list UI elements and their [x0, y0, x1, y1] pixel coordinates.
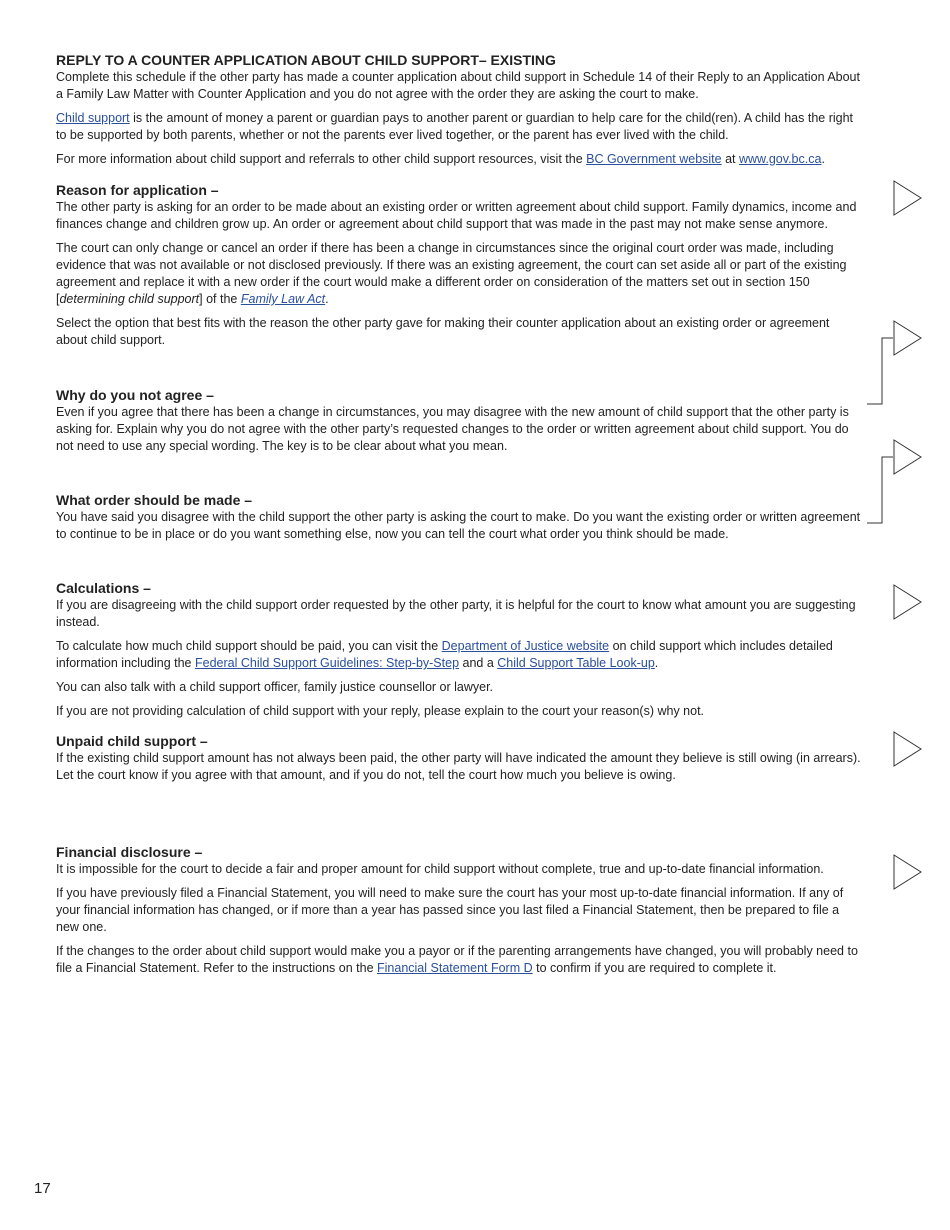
reason-heading: Reason for application – [56, 182, 219, 198]
bc-government-website-link[interactable]: BC Government website [586, 152, 722, 166]
financial-paragraph-2: If you have previously filed a Financial Statement, you will need to make sure the court has your most up-to-date financial information. If any of your financial information has changed, or if more than a year has passed since you last filed a Financial Statement, then be prepared to file a new one. [56, 886, 844, 934]
play-arrow-icon [893, 584, 923, 620]
why-heading: Why do you not agree – [56, 387, 214, 403]
financial-statement-form-link[interactable]: Financial Statement Form D [377, 961, 533, 975]
unpaid-heading: Unpaid child support – [56, 733, 208, 749]
calculations-heading: Calculations – [56, 580, 151, 596]
document-body [56, 52, 862, 977]
what-heading: What order should be made – [56, 492, 253, 508]
reason-paragraph-1: The other party is asking for an order to be made about an existing order or written agreement about child support. Family dynamics, income and finances change and children grow up. An order or agreement about child support that was made in the past may not make sense anymore. [56, 200, 857, 231]
table-lookup-link[interactable]: Child Support Table Look-up [497, 656, 655, 670]
play-arrow-bracket-icon [866, 320, 924, 408]
intro-paragraph-3: For more information about child support and referrals to other child support resources, visit the BC Government website at www.gov.bc.ca. [56, 152, 825, 166]
play-arrow-icon [893, 180, 923, 216]
what-paragraph-1: You have said you disagree with the child support the other party is asking the court to make. Do you want the existing order or written agreement to continue to be in place or do you want something else, now you can tell the court what order you think should be made. [56, 510, 861, 541]
department-of-justice-link[interactable]: Department of Justice website [441, 639, 610, 653]
calculations-paragraph-2: To calculate how much child support should be paid, you can visit the Department of Justice website on child support which includes detailed information including the Federal Child Support Guidelines: Step-by-Step and a Child Support Table Look-up. [56, 639, 833, 670]
family-law-act-link[interactable]: Family Law Act [240, 292, 326, 306]
play-arrow-bracket-icon [866, 439, 924, 527]
financial-paragraph-3: If the changes to the order about child support would make you a payor or if the parenting arrangements have changed, you will probably need to file a Financial Statement. Refer to the instructions on the Financial Statement Form D to confirm if you are required to complete it. [56, 944, 858, 975]
intro-paragraph-1: Complete this schedule if the other party has made a counter application about child support in Schedule 14 of their Reply to an Application About a Family Law Matter with Counter Application and you do not agree with the order they are asking the court to make. [56, 70, 860, 101]
gov-bc-ca-link[interactable]: www.gov.bc.ca [738, 152, 822, 166]
financial-heading: Financial disclosure – [56, 844, 203, 860]
reason-paragraph-2: The court can only change or cancel an order if there has been a change in circumstances since the original court order was made, including evidence that was not available or not disclosed previously. If there was an existing agreement, the court can set aside all or part of the existing agreement and replace it with a new order if the court would make a different order on consideration of the matters set out in section 150 [determining child support] of the Family Law Act. [56, 241, 847, 306]
federal-guidelines-link[interactable]: Federal Child Support Guidelines: Step-by-Step [194, 656, 460, 670]
unpaid-paragraph-1: If the existing child support amount has not always been paid, the other party will have indicated the amount they believe is still owing (in arrears). Let the court know if you agree with that amount, and if you do not, tell the court how much you believe is owing. [56, 751, 861, 782]
play-arrow-icon [893, 731, 923, 767]
page-title: REPLY TO A COUNTER APPLICATION ABOUT CHILD SUPPORT– EXISTING [56, 52, 556, 68]
calculations-paragraph-1: If you are disagreeing with the child support order requested by the other party, it is helpful for the court to know what amount you are suggesting instead. [56, 598, 856, 629]
reason-paragraph-3: Select the option that best fits with the reason the other party gave for making their counter application about an existing order or agreement about child support. [56, 316, 830, 347]
page-number: 17 [34, 1180, 51, 1197]
calculations-paragraph-3: You can also talk with a child support officer, family justice counsellor or lawyer. [56, 680, 494, 694]
why-paragraph-1: Even if you agree that there has been a change in circumstances, you may disagree with the new amount of child support that the other party is asking for. Explain why you do not agree with the other party’s requested changes to the order or written agreement about child support. You do not need to use any special wording. The key is to be clear about what you mean. [56, 405, 849, 453]
calculations-paragraph-4: If you are not providing calculation of child support with your reply, please explain to the court your reason(s) why not. [56, 704, 705, 718]
play-arrow-icon [893, 854, 923, 890]
child-support-link[interactable]: Child support [56, 111, 130, 125]
financial-paragraph-1: It is impossible for the court to decide a fair and proper amount for child support without complete, true and up-to-date financial information. [56, 862, 824, 876]
intro-paragraph-2: Child support is the amount of money a parent or guardian pays to another parent or guardian to help care for the child(ren). A child has the right to be supported by both parents, whether or not the parents ever lived together, or the parent has ever lived with the child. [56, 111, 854, 142]
